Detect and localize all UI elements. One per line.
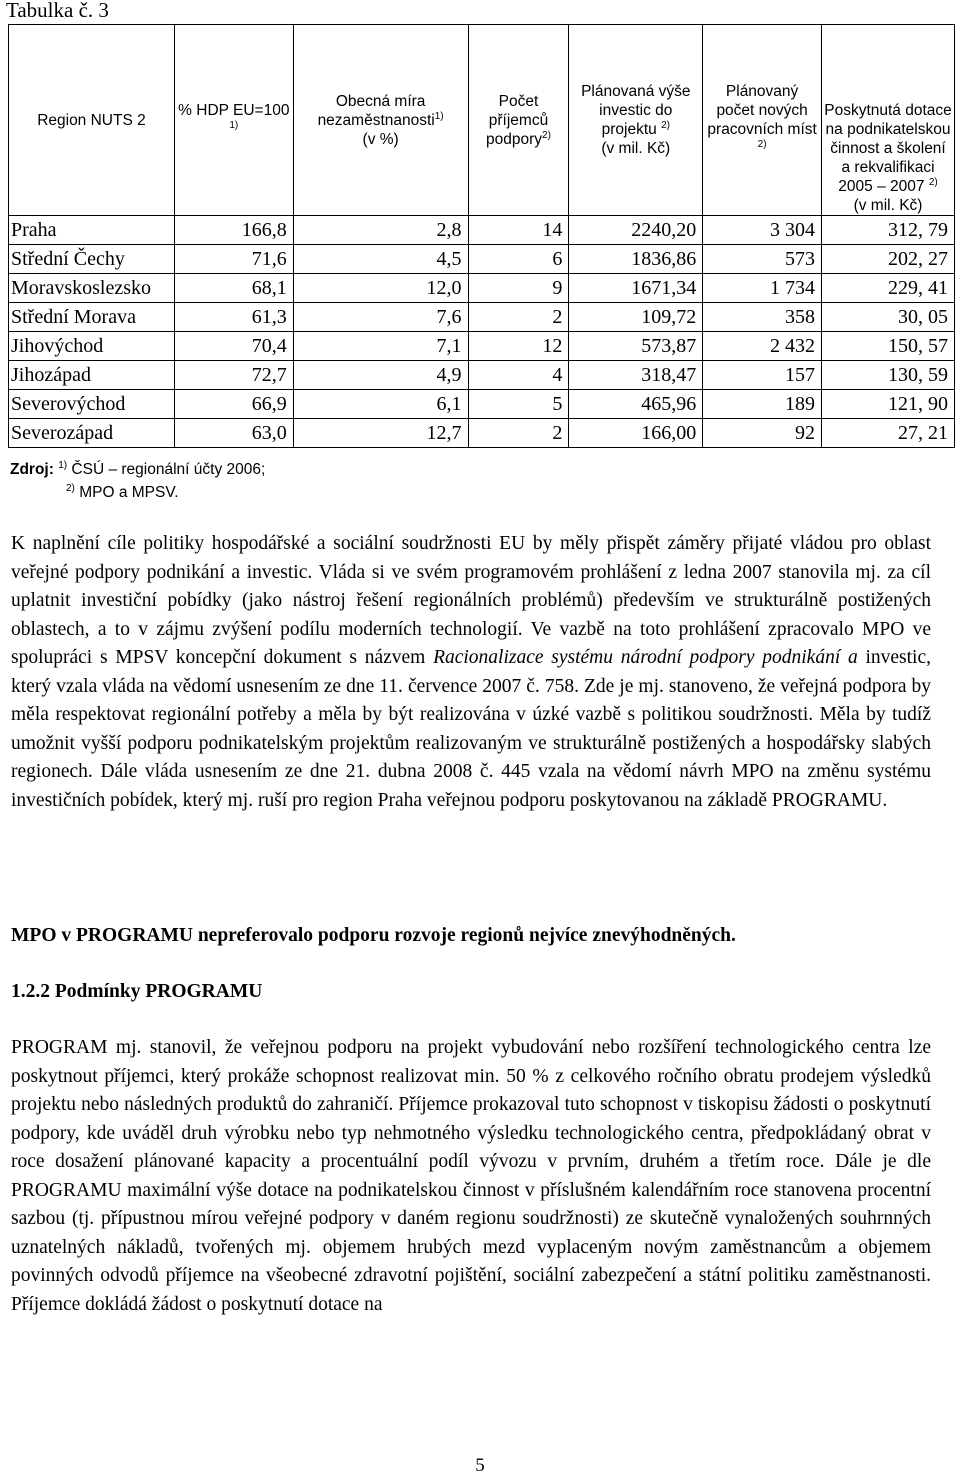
table-source-note: Zdroj: $^{1)}$ ČSÚ – regionální účty 2006; $^{2)}$ MPO a MPSV. <box>10 459 266 501</box>
cell-jobs: 3 304 <box>703 216 822 245</box>
table-caption: Tabulka č. 3 <box>6 0 109 22</box>
cell-count: 9 <box>468 274 569 303</box>
cell-subsidy: 229, 41 <box>822 274 955 303</box>
cell-region: Střední Morava <box>9 303 175 332</box>
cell-jobs: 157 <box>703 361 822 390</box>
cell-count: 12 <box>468 332 569 361</box>
table-header-row <box>9 25 955 216</box>
cell-invest: 166,00 <box>569 419 703 448</box>
cell-hdp: 166,8 <box>174 216 293 245</box>
cell-hdp: 66,9 <box>174 390 293 419</box>
cell-unemp: 4,9 <box>293 361 468 390</box>
header-hdp: % HDP EU=100 $^{1)}$ <box>174 25 293 216</box>
cell-region: Jihozápad <box>9 361 175 390</box>
cell-subsidy: 130, 59 <box>822 361 955 390</box>
cell-jobs: 358 <box>703 303 822 332</box>
cell-subsidy: 202, 27 <box>822 245 955 274</box>
cell-count: 5 <box>468 390 569 419</box>
cell-jobs: 92 <box>703 419 822 448</box>
cell-jobs: 573 <box>703 245 822 274</box>
regional-data-table <box>8 24 955 448</box>
cell-region: Praha <box>9 216 175 245</box>
cell-subsidy: 150, 57 <box>822 332 955 361</box>
cell-hdp: 63,0 <box>174 419 293 448</box>
cell-region: Severozápad <box>9 419 175 448</box>
cell-subsidy: 121, 90 <box>822 390 955 419</box>
table-row <box>9 245 955 274</box>
cell-unemp: 12,7 <box>293 419 468 448</box>
cell-unemp: 6,1 <box>293 390 468 419</box>
cell-count: 4 <box>468 361 569 390</box>
header-jobs: Plánovaný počet nových pracovních míst $^{2)}$ <box>703 25 822 216</box>
cell-count: 6 <box>468 245 569 274</box>
table-row <box>9 361 955 390</box>
table-row <box>9 303 955 332</box>
header-region: Region NUTS 2 <box>9 25 175 216</box>
cell-invest: 573,87 <box>569 332 703 361</box>
page-number: 5 <box>475 1455 485 1476</box>
cell-count: 2 <box>468 419 569 448</box>
cell-jobs: 189 <box>703 390 822 419</box>
cell-unemp: 2,8 <box>293 216 468 245</box>
cell-unemp: 7,1 <box>293 332 468 361</box>
cell-region: Moravskoslezsko <box>9 274 175 303</box>
cell-hdp: 61,3 <box>174 303 293 332</box>
cell-subsidy: 30, 05 <box>822 303 955 332</box>
section-heading: 1.2.2 Podmínky PROGRAMU <box>11 981 263 1002</box>
cell-region: Střední Čechy <box>9 245 175 274</box>
cell-region: Severovýchod <box>9 390 175 419</box>
header-subsidy: Poskytnutá dotace na podnikatelskou činnost a školení a rekvalifikaci 2005 – 2007 $^{2)}$ (v mil. Kč) <box>822 25 955 216</box>
cell-unemp: 7,6 <box>293 303 468 332</box>
cell-subsidy: 312, 79 <box>822 216 955 245</box>
cell-jobs: 2 432 <box>703 332 822 361</box>
table-row <box>9 274 955 303</box>
cell-count: 14 <box>468 216 569 245</box>
cell-hdp: 70,4 <box>174 332 293 361</box>
header-unemployment: Obecná míra nezaměstnanosti$^{1)}$ (v %) <box>293 25 468 216</box>
table-row <box>9 216 955 245</box>
cell-count: 2 <box>468 303 569 332</box>
cell-hdp: 71,6 <box>174 245 293 274</box>
cell-invest: 465,96 <box>569 390 703 419</box>
header-investment: Plánovaná výše investic do projektu $^{2)}$ (v mil. Kč) <box>569 25 703 216</box>
cell-invest: 109,72 <box>569 303 703 332</box>
cell-hdp: 68,1 <box>174 274 293 303</box>
bold-statement: MPO v PROGRAMU nepreferovalo podporu rozvoje regionů nejvíce znevýhodněných. <box>11 925 736 946</box>
cell-unemp: 4,5 <box>293 245 468 274</box>
cell-invest: 2240,20 <box>569 216 703 245</box>
cell-invest: 1671,34 <box>569 274 703 303</box>
cell-hdp: 72,7 <box>174 361 293 390</box>
cell-region: Jihovýchod <box>9 332 175 361</box>
header-recipients: Počet příjemců podpory$^{2)}$ <box>468 25 569 216</box>
cell-subsidy: 27, 21 <box>822 419 955 448</box>
table-row <box>9 390 955 419</box>
cell-invest: 318,47 <box>569 361 703 390</box>
cell-invest: 1836,86 <box>569 245 703 274</box>
table-row <box>9 419 955 448</box>
cell-unemp: 12,0 <box>293 274 468 303</box>
cell-jobs: 1 734 <box>703 274 822 303</box>
paragraph-1: K naplnění cíle politiky hospodářské a sociální soudržnosti EU by měly přispět záměry přijaté vládou pro oblast veřejné podpory podnikání a investic. Vláda si ve svém programovém prohlášení z ledna 2007 stanovila mj. za cíl uplatnit investiční pobídky (jako nástroj řešení regionálních problémů) především ve strukturálně postižených oblastech, a to v zájmu zvýšení podílu moderních technologií. Ve vazbě na toto prohlášení zpracovalo MPO ve spolupráci s MPSV koncepční dokument s názvem Racionalizace systému národní podpory podnikání a investic, který vzala vláda na vědomí usnesením ze dne 11. července 2007 č. 758. Zde je mj. stanoveno, že veřejná podpora by měla respektovat regionální potřeby a měla by být realizována v úzké vazbě s politikou soudržnosti. Měla by tudíž umožnit vyšší podporu podnikatelským projektům realizovaným ve strukturálně postižených a hospodářsky slabých regionech. Dále vláda usnesením ze dne 21. dubna 2008 č. 445 vzala na vědomí návrh MPO na změnu systému investičních pobídek, který mj. ruší pro region Praha veřejnou podporu poskytovanou na základě PROGRAMU. <box>11 533 931 811</box>
table-row <box>9 332 955 361</box>
paragraph-2: PROGRAM mj. stanovil, že veřejnou podporu na projekt vybudování nebo rozšíření technologického centra lze poskytnout příjemci, který prokáže schopnost realizovat min. 50 % z celkového ročního obratu prodejem výsledků projektu nebo následných produktů do zahraničí. Příjemce prokazoval tuto schopnost v tiskopisu žádosti o poskytnutí podpory, kde uváděl druh výrobku nebo typ nehmotného výsledku technologického centra, předpokládaný obrat v roce dosažení plánované kapacity a procentuální podíl vývozu v prvním, druhém a třetím roce. Dále je dle PROGRAMU maximální výše dotace na podnikatelskou činnost v příslušném kalendářním roce stanovena procentní sazbou (tj. přípustnou mírou veřejné podpory v daném regionu soudržnosti) ze skutečně vynaložených souhrnných uznatelných nákladů, tvořených mj. objemem hrubých mezd vyplaceným novým zaměstnancům a objemem povinných odvodů příjemce na všeobecné zdravotní pojištění, sociální zabezpečení a státní politiku zaměstnanosti. Příjemce dokládá žádost o poskytnutí dotace na <box>11 1037 931 1315</box>
